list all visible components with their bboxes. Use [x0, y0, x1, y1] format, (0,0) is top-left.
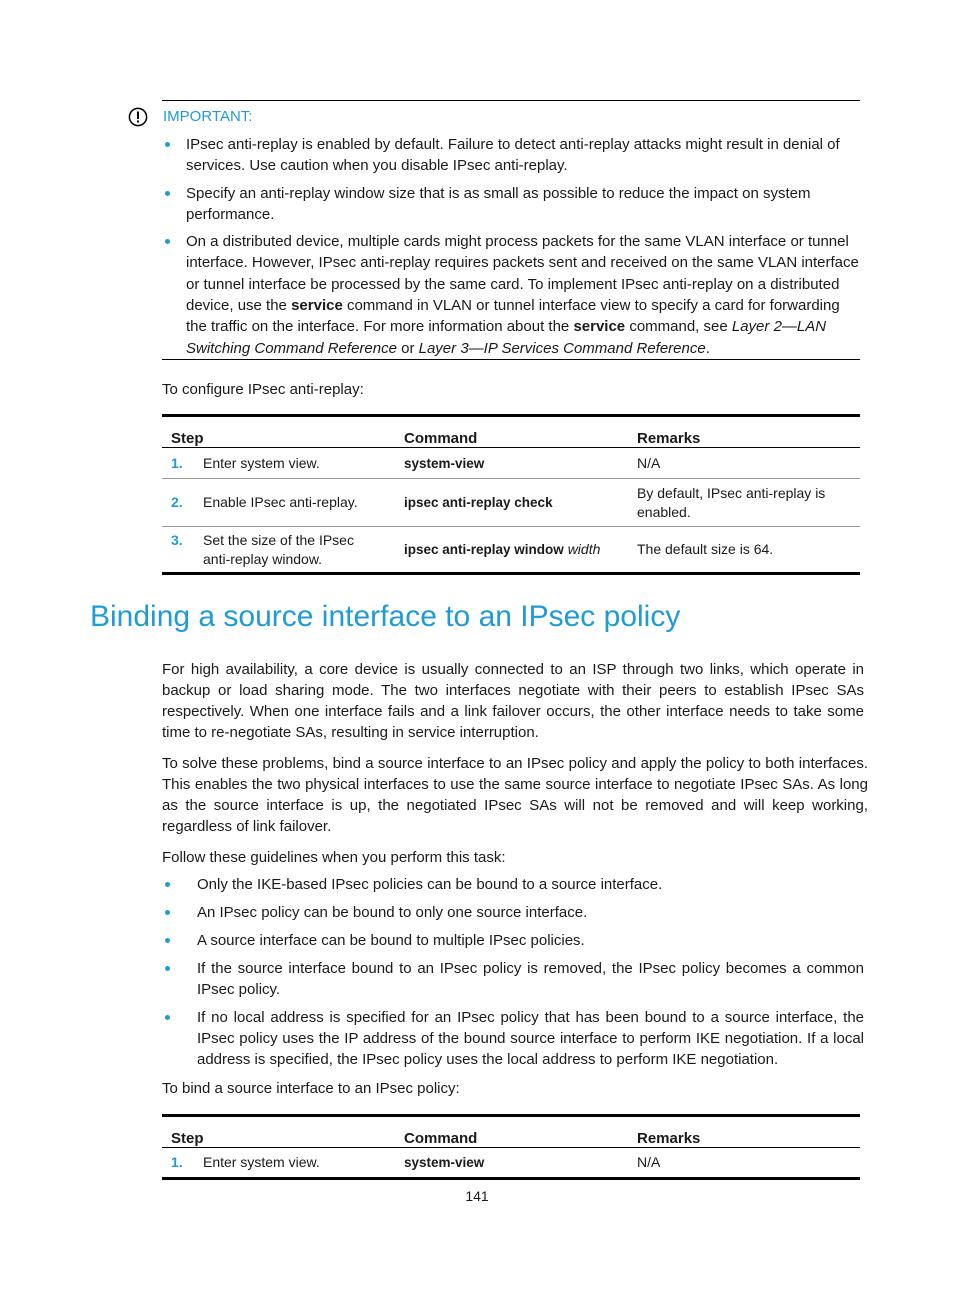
list-item: If the source interface bound to an IPsec policy is removed, the IPsec policy becomes a common IPsec policy.: [162, 958, 864, 1000]
step-number: 2.: [171, 494, 183, 510]
bind-source-table: [162, 1114, 860, 1180]
list-item: If no local address is specified for an IPsec policy that has been bound to a source interface, the IPsec policy uses the IP address of the bound source interface to perform IKE negotiation. If a local address is specified, the IPsec policy uses the local address to perform IKE negotiation.: [162, 1007, 864, 1070]
col-command: Command: [395, 416, 628, 448]
table-row: 1. Enter system view. system-view N/A: [162, 448, 860, 479]
command-arg: width: [567, 541, 601, 557]
command-text: ipsec anti-replay check: [404, 495, 553, 510]
command-text: ipsec anti-replay window: [404, 542, 564, 557]
table-row: 3. Set the size of the IPsec anti-replay window. ipsec anti-replay window width The default size is 64.: [162, 527, 860, 574]
col-remarks: Remarks: [628, 1116, 860, 1148]
important-bullet-3: On a distributed device, multiple cards might process packets for the same VLAN interface or tunnel interface. However, IPsec anti-replay requires packets sent and received on the same VLAN interface or tunnel interface be processed by the same card. To implement IPsec anti-replay on a distributed device, use the service command in VLAN or tunnel interface view to specify a card for forwarding the traffic on the interface. For more information about the service command, see Layer 2—LAN Switching Command Reference or Layer 3—IP Services Command Reference.: [162, 231, 862, 359]
step-number: 3.: [171, 531, 183, 548]
col-step: Step: [162, 416, 395, 448]
important-bottom-rule: [162, 359, 860, 360]
reference-link-l2: Layer 2—LAN Switching Command Reference: [186, 318, 827, 357]
guidelines-list: [162, 874, 864, 1077]
section-title: Binding a source interface to an IPsec policy: [90, 600, 681, 633]
important-label: IMPORTANT:: [163, 108, 253, 125]
list-item: A source interface can be bound to multiple IPsec policies.: [162, 930, 864, 951]
anti-replay-table: [162, 414, 860, 575]
important-top-rule: [162, 100, 860, 101]
intro-bind-source: To bind a source interface to an IPsec policy:: [162, 1080, 460, 1097]
list-item: An IPsec policy can be bound to only one source interface.: [162, 902, 864, 923]
important-list: [162, 134, 862, 365]
table-row: 1. Enter system view. system-view N/A: [162, 1148, 860, 1179]
important-bullet-1: IPsec anti-replay is enabled by default. Failure to detect anti-replay attacks might result in denial of services. Use caution when you disable IPsec anti-replay.: [162, 134, 862, 177]
command-text: system-view: [404, 455, 485, 471]
col-command: Command: [395, 1116, 628, 1148]
important-bullet-2: Specify an anti-replay window size that is as small as possible to reduce the impact on system performance.: [162, 183, 862, 226]
paragraph-guidelines-intro: Follow these guidelines when you perform this task:: [162, 849, 506, 866]
col-step: Step: [162, 1116, 395, 1148]
step-number: 1.: [171, 454, 183, 471]
step-number: 1.: [171, 1154, 183, 1170]
list-item: Only the IKE-based IPsec policies can be bound to a source interface.: [162, 874, 864, 895]
paragraph-high-availability: For high availability, a core device is usually connected to an ISP through two links, which operate in backup or load sharing mode. The two interfaces negotiate with their peers to establish IPsec SAs respectively. When one interface fails and a link failover occurs, the other interface needs to take some time to re-negotiate SAs, resulting in service interruption.: [162, 661, 864, 741]
col-remarks: Remarks: [628, 416, 860, 448]
page-number: 141: [465, 1188, 489, 1204]
intro-anti-replay: To configure IPsec anti-replay:: [162, 381, 364, 398]
reference-link-l3: Layer 3—IP Services Command Reference: [418, 339, 706, 357]
command-text: system-view: [404, 1155, 485, 1170]
paragraph-solution: To solve these problems, bind a source interface to an IPsec policy and apply the policy to both interfaces. This enables the two physical interfaces to use the same source interface to negotiate IPsec SAs. As long as the source interface is up, the negotiated IPsec SAs will not be removed and will keep working, regardless of link failover.: [162, 755, 868, 835]
table-row: 2. Enable IPsec anti-replay. ipsec anti-replay check By default, IPsec anti-replay is enabled.: [162, 479, 860, 527]
warning-icon: [128, 107, 148, 127]
